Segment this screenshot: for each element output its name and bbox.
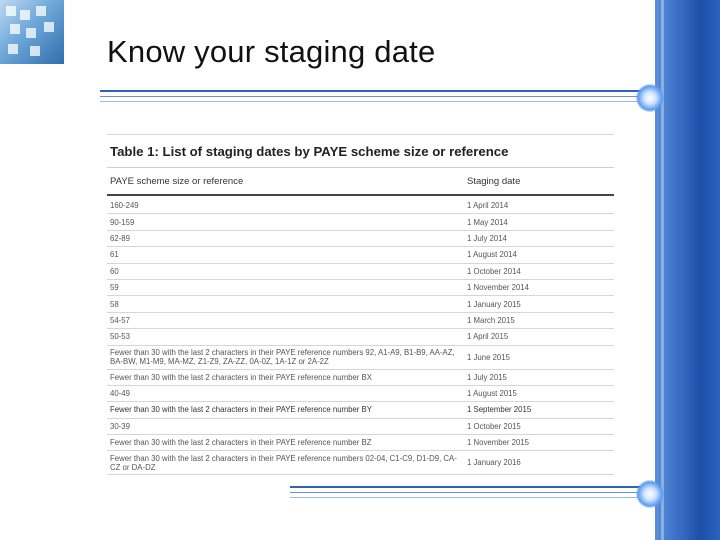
scheme-size-cell: 30-39 bbox=[110, 421, 130, 431]
staging-date-cell: 1 November 2014 bbox=[467, 283, 529, 293]
table-row bbox=[107, 296, 614, 312]
table-title: Table 1: List of staging dates by PAYE scheme size or reference bbox=[110, 144, 509, 159]
staging-date-cell: 1 October 2015 bbox=[467, 421, 521, 431]
staging-date-cell: 1 July 2014 bbox=[467, 233, 507, 243]
scheme-size-cell: Fewer than 30 with the last 2 characters in their PAYE reference numbers 02-04, C1-C9, D1-D9, CA-CZ or DA-DZ bbox=[110, 453, 457, 472]
scheme-size-cell: Fewer than 30 with the last 2 characters in their PAYE reference number BX bbox=[110, 372, 372, 382]
staging-date-cell: 1 September 2015 bbox=[467, 405, 532, 415]
glow-icon bbox=[636, 480, 664, 508]
slide-title: Know your staging date bbox=[107, 34, 436, 69]
table-row bbox=[107, 214, 614, 230]
scheme-size-cell: 50-53 bbox=[110, 332, 130, 342]
staging-date-cell: 1 June 2015 bbox=[467, 352, 510, 362]
staging-date-cell: 1 April 2015 bbox=[467, 332, 509, 342]
staging-date-cell: 1 November 2015 bbox=[467, 438, 529, 448]
column-header-date: Staging date bbox=[467, 175, 521, 187]
table-row bbox=[107, 386, 614, 402]
staging-date-cell: 1 August 2014 bbox=[467, 250, 517, 260]
scheme-size-cell: 59 bbox=[110, 283, 119, 293]
staging-date-cell: 1 July 2015 bbox=[467, 372, 507, 382]
scheme-size-cell: 58 bbox=[110, 299, 119, 309]
scheme-size-cell: Fewer than 30 with the last 2 characters in their PAYE reference number BY bbox=[110, 405, 372, 415]
staging-date-cell: 1 January 2016 bbox=[467, 458, 521, 468]
table-body bbox=[107, 198, 614, 475]
staging-date-cell: 1 May 2014 bbox=[467, 217, 508, 227]
decorative-line bbox=[100, 90, 655, 92]
staging-date-cell: 1 April 2014 bbox=[467, 201, 509, 211]
table-row bbox=[107, 370, 614, 386]
logo bbox=[0, 0, 64, 64]
staging-dates-table bbox=[107, 134, 614, 475]
glow-icon bbox=[636, 84, 664, 112]
decorative-line bbox=[100, 96, 655, 97]
table-row bbox=[107, 313, 614, 329]
table-row bbox=[107, 435, 614, 451]
decorative-line bbox=[290, 497, 655, 498]
table-row bbox=[107, 329, 614, 345]
table-row bbox=[107, 419, 614, 435]
scheme-size-cell: 40-49 bbox=[110, 389, 130, 399]
scheme-size-cell: Fewer than 30 with the last 2 characters in their PAYE reference numbers 92, A1-A9, B1-B9, AA-AZ, BA-BW, M1-M9, MA-MZ, Z1-Z9, ZA-ZZ, 0A-0Z, 1A-1Z or 2A-2Z bbox=[110, 348, 455, 367]
staging-date-cell: 1 October 2014 bbox=[467, 266, 521, 276]
scheme-size-cell: 62-89 bbox=[110, 233, 130, 243]
staging-date-cell: 1 March 2015 bbox=[467, 315, 515, 325]
staging-date-cell: 1 August 2015 bbox=[467, 389, 517, 399]
decorative-line bbox=[100, 101, 655, 102]
column-header-size: PAYE scheme size or reference bbox=[110, 175, 244, 187]
scheme-size-cell: 90-159 bbox=[110, 217, 135, 227]
decorative-side-panel bbox=[655, 0, 720, 540]
scheme-size-cell: 60 bbox=[110, 266, 119, 276]
table-row bbox=[107, 247, 614, 263]
scheme-size-cell: 61 bbox=[110, 250, 119, 260]
table-row bbox=[107, 198, 614, 214]
table-row bbox=[107, 280, 614, 296]
table-row bbox=[107, 451, 614, 475]
scheme-size-cell: 54-57 bbox=[110, 315, 130, 325]
scheme-size-cell: 160-249 bbox=[110, 201, 139, 211]
table-row bbox=[107, 231, 614, 247]
staging-date-cell: 1 January 2015 bbox=[467, 299, 521, 309]
decorative-line bbox=[290, 486, 655, 488]
table-row bbox=[107, 402, 614, 418]
table-header bbox=[107, 167, 614, 196]
scheme-size-cell: Fewer than 30 with the last 2 characters in their PAYE reference number BZ bbox=[110, 438, 372, 448]
table-row bbox=[107, 346, 614, 370]
decorative-line bbox=[290, 492, 655, 493]
table-row bbox=[107, 264, 614, 280]
